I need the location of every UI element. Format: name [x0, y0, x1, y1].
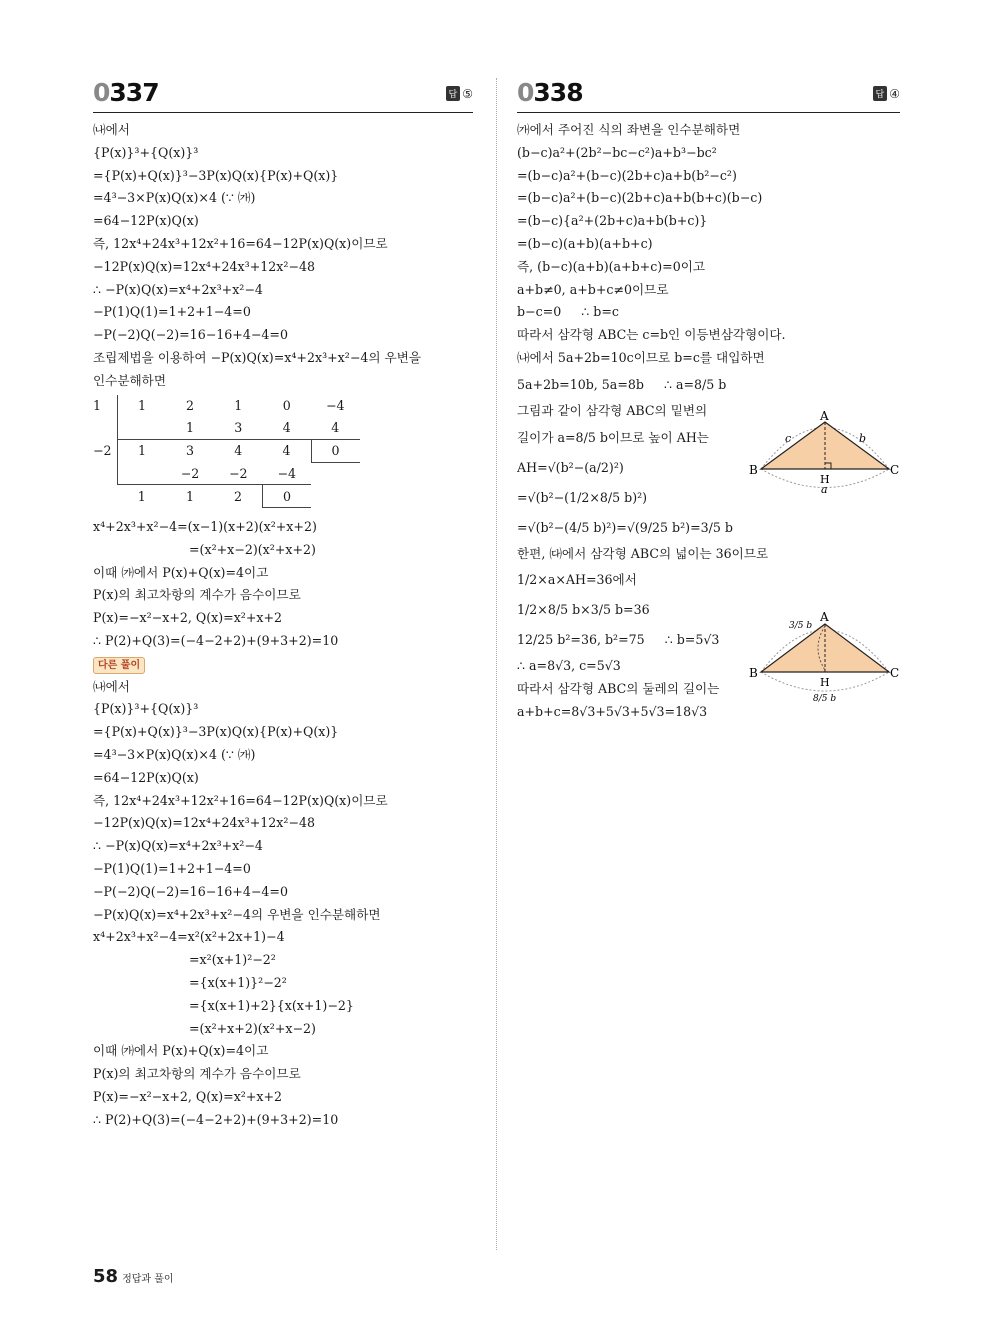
solution-line: 5a+2b=10b, 5a=8b ∴ a=8/5 b	[517, 376, 727, 392]
solution-line: =(b−c)(a+b)(a+b+c)	[517, 235, 653, 251]
solution-line: =4³−3×P(x)Q(x)×4 (∵ ㈎)	[93, 747, 256, 763]
synth-cell: −2	[214, 462, 263, 485]
page-footer	[93, 1266, 174, 1287]
synth-cell: 3	[214, 417, 263, 440]
solution-block	[93, 1040, 473, 1131]
solution-line: x⁴+2x³+x²−4=x²(x²+2x+1)−4	[93, 929, 285, 945]
solution-line: =(x²+x+2)(x²+x−2)	[189, 1020, 316, 1036]
answer-indicator	[873, 86, 900, 101]
label-height: 3/5 b	[789, 621, 813, 631]
left-column	[93, 78, 473, 1132]
synth-cell: 1	[166, 417, 214, 440]
synth-cell: 1	[234, 398, 243, 414]
label-b: B	[749, 463, 758, 477]
solution-line: 길이가 a=8/5 b이므로 높이 AH는	[517, 429, 709, 445]
solution-line: AH=√(b²−(a/2)²)	[517, 459, 624, 475]
solution-line: {P(x)}³+{Q(x)}³	[93, 144, 199, 160]
solution-line: 1/2×a×AH=36에서	[517, 572, 637, 588]
solution-line: b−c=0 ∴ b=c	[517, 304, 619, 320]
solution-line: P(x)=−x²−x+2, Q(x)=x²+x+2	[93, 610, 283, 626]
synth-cell: 2	[233, 488, 242, 504]
synth-cell: 4	[234, 443, 243, 459]
synth-row	[93, 485, 360, 508]
solution-line: =x²(x+1)²−2²	[189, 952, 276, 968]
solution-line: ∴ −P(x)Q(x)=x⁴+2x³+x²−4	[93, 281, 263, 297]
synth-cell: 0	[311, 439, 360, 462]
solution-line: ∴ a=8√3, c=5√3	[517, 658, 621, 674]
solution-block	[517, 119, 900, 370]
solution-line: ∴ P(2)+Q(3)=(−4−2+2)+(9+3+2)=10	[93, 1111, 339, 1127]
synth-cell: −2	[166, 462, 214, 485]
solution-line: a+b+c=8√3+5√3+5√3=18√3	[517, 703, 708, 719]
solution-line: −P(−2)Q(−2)=16−16+4−4=0	[93, 327, 288, 343]
solution-line: ={x(x+1)}²−2²	[189, 975, 287, 990]
solution-line: −P(x)Q(x)=x⁴+2x³+x²−4의 우변을 인수분해하면	[93, 906, 381, 922]
synth-cell: 4	[263, 417, 312, 440]
solution-line: ∴ −P(x)Q(x)=x⁴+2x³+x²−4	[93, 838, 263, 854]
solution-block	[93, 516, 473, 653]
solution-line: ㈏에서	[93, 122, 130, 137]
problem-header	[517, 78, 900, 113]
synth-cell: 1	[137, 488, 146, 504]
page-number: 58	[93, 1266, 119, 1287]
solution-line: =64−12P(x)Q(x)	[93, 769, 199, 785]
column-divider	[496, 78, 497, 1250]
label-a: A	[820, 610, 829, 624]
solution-line: 이때 ㈎에서 P(x)+Q(x)=4이고	[93, 564, 269, 580]
synth-row	[93, 462, 360, 485]
other-solution-label: 다른 풀이	[93, 657, 145, 674]
solution-line: =(b−c){a²+(2b+c)a+b(b+c)}	[517, 213, 708, 229]
solution-line: ={P(x)+Q(x)}³−3P(x)Q(x){P(x)+Q(x)}	[93, 167, 339, 183]
solution-line: =(b−c)a²+(b−c)(2b+c)a+b(b²−c²)	[517, 167, 737, 183]
solution-block	[93, 676, 473, 950]
other-solution-row	[93, 653, 473, 676]
label-side-a: a	[821, 483, 828, 496]
solution-line: a+b≠0, a+b+c≠0이므로	[517, 281, 669, 297]
solution-line: 12/25 b²=36, b²=75 ∴ b=5√3	[517, 632, 720, 648]
solution-line: =4³−3×P(x)Q(x)×4 (∵ ㈎)	[93, 190, 256, 206]
answer-badge: 답	[446, 86, 461, 101]
solution-line: 따라서 삼각형 ABC의 둘레의 길이는	[517, 681, 720, 697]
answer-value: ④	[889, 87, 900, 101]
solution-line: ㈏에서 5a+2b=10c이므로 b=c를 대입하면	[517, 349, 765, 365]
solution-line: x⁴+2x³+x²−4=(x−1)(x+2)(x²+x+2)	[93, 519, 317, 535]
label-side-c: c	[785, 432, 792, 445]
solution-line: ={P(x)+Q(x)}³−3P(x)Q(x){P(x)+Q(x)}	[93, 724, 339, 740]
synth-cell: 3	[185, 443, 194, 459]
synth-cell: 2	[185, 398, 194, 414]
synth-cell: −4	[325, 398, 345, 414]
synth-cell: 4	[282, 443, 291, 459]
synth-cell: 4	[311, 417, 360, 440]
synth-row	[93, 395, 360, 417]
label-c: C	[890, 463, 900, 477]
synth-cell: −4	[263, 462, 312, 485]
answer-badge: 답	[873, 86, 888, 101]
solution-line: ㈎에서 주어진 식의 좌변을 인수분해하면	[517, 122, 741, 137]
label-b: B	[749, 666, 758, 680]
solution-line: 따라서 삼각형 ABC는 c=b인 이등변삼각형이다.	[517, 327, 786, 343]
synthetic-division-table	[93, 395, 360, 509]
solution-line: ㈏에서	[93, 678, 130, 694]
synth-row	[93, 439, 360, 462]
synth-row	[93, 417, 360, 440]
solution-line: 즉, (b−c)(a+b)(a+b+c)=0이고	[517, 258, 706, 274]
solution-line: −12P(x)Q(x)=12x⁴+24x³+12x²−48	[93, 815, 315, 831]
triangle-figure-2	[745, 606, 905, 712]
solution-line: =√(b²−(1/2×8/5 b)²)	[517, 489, 648, 505]
solution-line: 1/2×8/5 b×3/5 b=36	[517, 602, 650, 618]
solution-line: −12P(x)Q(x)=12x⁴+24x³+12x²−48	[93, 258, 315, 274]
solution-line: ={x(x+1)+2}{x(x+1)−2}	[189, 997, 354, 1013]
synth-cell: 1	[118, 395, 167, 417]
answer-indicator	[446, 86, 473, 101]
solution-line: {P(x)}³+{Q(x)}³	[93, 701, 199, 717]
solution-line: 즉, 12x⁴+24x³+12x²+16=64−12P(x)Q(x)이므로	[93, 792, 388, 808]
label-base: 8/5 b	[813, 694, 837, 704]
solution-line: (b−c)a²+(2b²−bc−c²)a+b³−bc²	[517, 144, 717, 160]
solution-line: 이때 ㈎에서 P(x)+Q(x)=4이고	[93, 1043, 269, 1059]
solution-block	[93, 949, 473, 1040]
solution-line: 인수분해하면	[93, 372, 166, 388]
solution-line: =64−12P(x)Q(x)	[93, 213, 199, 229]
label-a: A	[820, 409, 829, 423]
solution-line: =(x²+x−2)(x²+x+2)	[189, 541, 316, 557]
solution-line: −P(1)Q(1)=1+2+1−4=0	[93, 304, 251, 320]
problem-header	[93, 78, 473, 113]
label-side-b: b	[859, 432, 867, 445]
problem-number: 0338	[517, 78, 583, 107]
solution-line: 조립제법을 이용하여 −P(x)Q(x)=x⁴+2x³+x²−4의 우변을	[93, 349, 422, 365]
synth-cell: 1	[118, 439, 167, 462]
solution-block	[93, 119, 473, 393]
synth-cell: 1	[185, 488, 194, 504]
solution-line: ∴ P(2)+Q(3)=(−4−2+2)+(9+3+2)=10	[93, 633, 339, 649]
solution-line: P(x)의 최고차항의 계수가 음수이므로	[93, 1066, 301, 1082]
footer-label: 정답과 풀이	[122, 1274, 174, 1285]
problem-number: 0337	[93, 78, 159, 107]
solution-line: 그림과 같이 삼각형 ABC의 밑변의	[517, 402, 708, 418]
solution-line: 즉, 12x⁴+24x³+12x²+16=64−12P(x)Q(x)이므로	[93, 235, 388, 251]
solution-line: 한편, ㈐에서 삼각형 ABC의 넓이는 36이므로	[517, 545, 769, 561]
solution-line: P(x)의 최고차항의 계수가 음수이므로	[93, 587, 301, 603]
synth-cell: 0	[282, 398, 291, 414]
solution-line: P(x)=−x²−x+2, Q(x)=x²+x+2	[93, 1088, 283, 1104]
solution-line: −P(−2)Q(−2)=16−16+4−4=0	[93, 883, 288, 899]
solution-line: =(b−c)a²+(b−c)(2b+c)a+b(b+c)(b−c)	[517, 190, 763, 206]
solution-line: −P(1)Q(1)=1+2+1−4=0	[93, 861, 251, 877]
synth-cell: 1	[93, 398, 102, 414]
triangle-figure-1	[745, 406, 905, 498]
label-h: H	[820, 676, 830, 689]
label-c: C	[890, 666, 900, 680]
synth-cell: 0	[263, 485, 312, 508]
synth-cell: −2	[93, 443, 112, 459]
label-h: H	[820, 473, 830, 486]
solution-line: =√(b²−(4/5 b)²)=√(9/25 b²)=3/5 b	[517, 519, 733, 535]
answer-value: ⑤	[462, 87, 473, 101]
